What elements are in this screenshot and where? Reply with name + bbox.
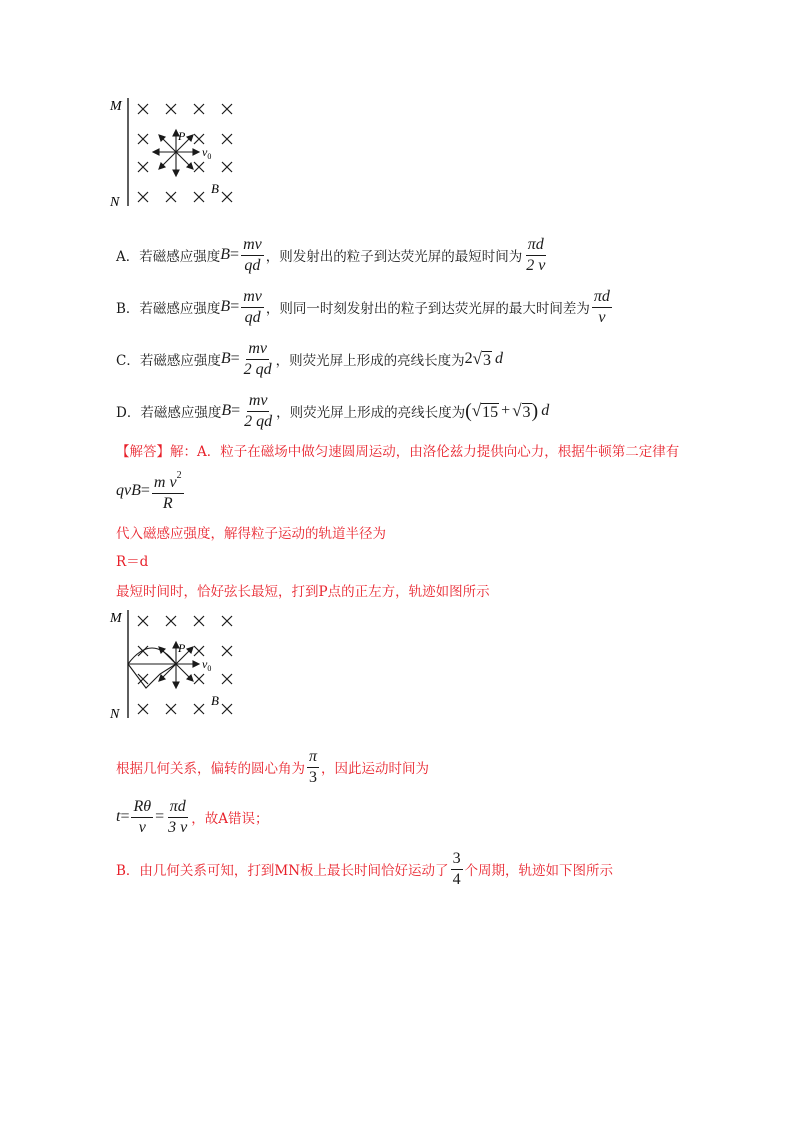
label-b: B — [211, 693, 219, 708]
label-b: B — [211, 181, 219, 196]
equation-time: t = $\frac{R\theta}{v}$ = $\frac{\pi d}{3 v}$ ，故A错误； — [116, 798, 269, 836]
magnetic-field-figure-1 — [108, 92, 248, 214]
answer-substitute: 代入磁感应强度，解得粒子运动的轨道半径为 — [116, 526, 386, 542]
label-m: M — [110, 611, 122, 626]
option-a: A．若磁感应强度 B = $\frac{mv}{qd}$ ，则发射出的粒子到达荧光屏的最短时间为 $\frac{\pi d}{2 v}$ — [116, 236, 546, 274]
answer-heading: 【解答】 — [116, 444, 170, 460]
label-m: M — [110, 99, 122, 114]
answer-intro: 【解答】 解：A．粒子在磁场中做匀速圆周运动，由洛伦兹力提供向心力，根据牛顿第二定律有 — [116, 440, 679, 460]
label-n: N — [110, 707, 120, 722]
option-c: C．若磁感应强度 B = $\frac{mv}{2 qd}$ ，则荧光屏上形成的亮线长度为 2 √ 3 d — [116, 340, 503, 378]
answer-b: B．由几何关系可知，打到MN板上最长时间恰好运动了 $\frac{3}{4}$ 个周期，轨迹如下图所示 — [116, 850, 614, 888]
answer-radius: R＝d — [116, 554, 149, 570]
answer-shortest: 最短时间时，恰好弦长最短，打到P点的正左方，轨迹如图所示 — [116, 584, 490, 600]
label-p: P — [178, 641, 186, 655]
label-v: $v_0$ — [202, 145, 212, 161]
option-d: D．若磁感应强度 B = $\frac{mv}{2 qd}$ ，则荧光屏上形成的亮线长度为 ( √ 15 + √ 3 ) d — [116, 392, 550, 430]
answer-angle: 根据几何关系，偏转的圆心角为 $\frac{\pi}{3}$ ，因此运动时间为 — [116, 748, 430, 786]
trajectory-paths — [128, 648, 176, 688]
label-n: N — [110, 195, 120, 210]
trajectory-figure-2 — [108, 604, 248, 726]
option-b: B．若磁感应强度 B = $\frac{mv}{qd}$ ，则同一时刻发射出的粒子到达荧光屏的最大时间差为 $\frac{\pi d}{v}$ — [116, 288, 610, 326]
velocity-arrows — [153, 130, 199, 176]
equation-lorentz: qvB = $\frac{m v^2}{R}$ — [116, 470, 182, 512]
label-v: $v_0$ — [202, 657, 212, 673]
label-p: P — [178, 129, 186, 143]
